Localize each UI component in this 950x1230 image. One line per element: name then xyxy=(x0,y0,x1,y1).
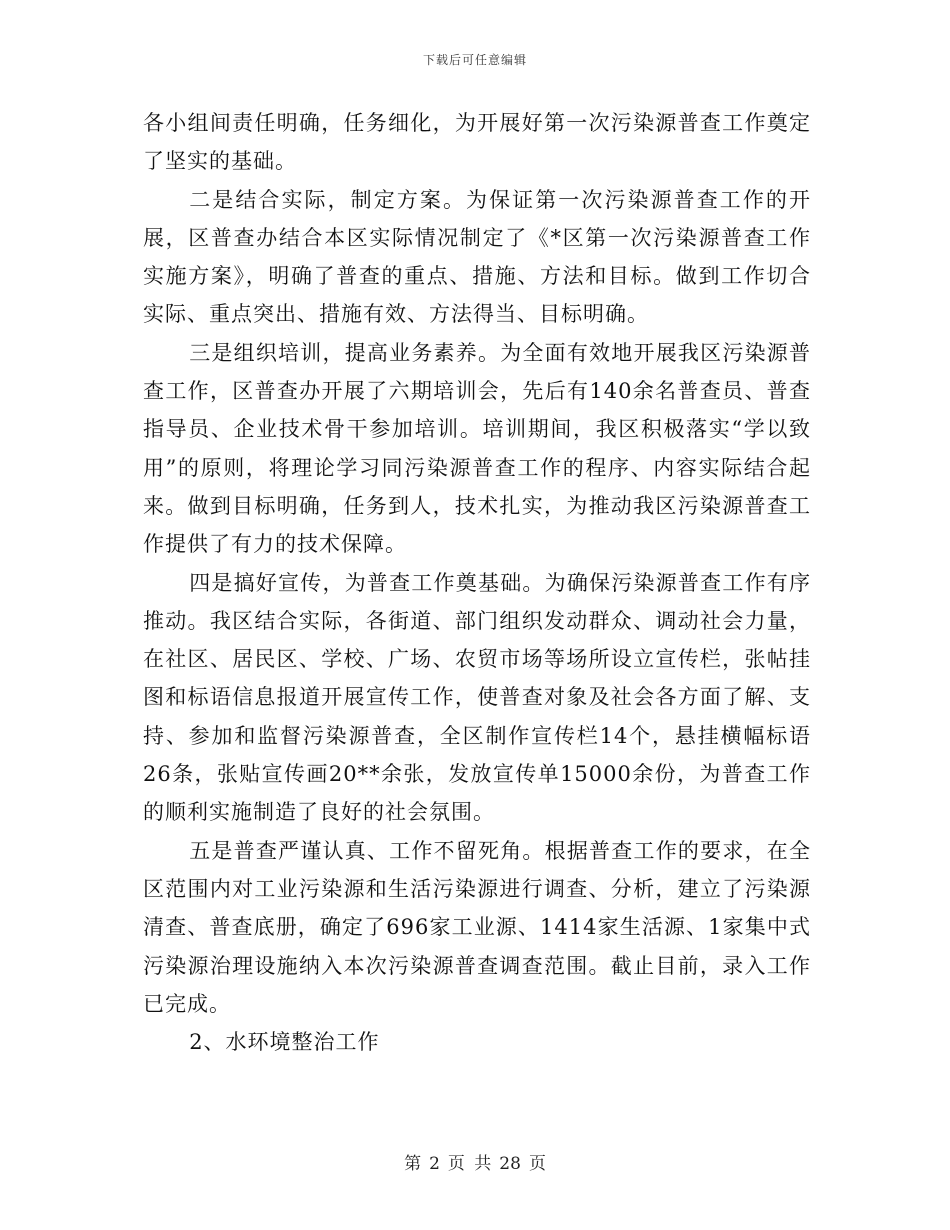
total-page-count: 28 xyxy=(499,1154,521,1174)
paragraph-plan: 二是结合实际，制定方案。为保证第一次污染源普查工作的开展，区普查办结合本区实际情况制定了《*区第一次污染源普查工作实施方案》，明确了普查的重点、措施、方法和目标。做到工作切合实际、重点突出、措施有效、方法得当、目标明确。 xyxy=(143,187,811,327)
footer-suffix: 页 xyxy=(528,1154,546,1174)
footer-prefix: 第 xyxy=(404,1154,422,1174)
current-page-number: 2 xyxy=(429,1154,440,1174)
body-text xyxy=(143,104,811,1061)
section-heading-water: 2、水环境整治工作 xyxy=(189,1030,380,1055)
paragraph-publicity: 四是搞好宣传，为普查工作奠基础。为确保污染源普查工作有序推动。我区结合实际，各街道、部门组织发动群众、调动社会力量，在社区、居民区、学校、广场、农贸市场等场所设立宣传栏，张帖挂图和标语信息报道开展宣传工作，使普查对象及社会各方面了解、支持、参加和监督污染源普查，全区制作宣传栏14个，悬挂横幅标语26条，张贴宣传画20**余张，发放宣传单15000余份，为普查工作的顺利实施制造了良好的社会氛围。 xyxy=(143,570,811,825)
footer-middle: 页 共 xyxy=(447,1154,492,1174)
paragraph-continuation: 各小组间责任明确，任务细化，为开展好第一次污染源普查工作奠定了坚实的基础。 xyxy=(143,111,811,174)
page-footer xyxy=(0,1153,950,1175)
page-header: 下载后可任意编辑 xyxy=(422,53,527,67)
paragraph-census: 五是普查严谨认真、工作不留死角。根据普查工作的要求，在全区范围内对工业污染源和生活污染源进行调查、分析，建立了污染源清查、普查底册，确定了696家工业源、1414家生活源、1家集中式污染源治理设施纳入本次污染源普查调查范围。截止目前，录入工作已完成。 xyxy=(143,838,811,1016)
paragraph-training: 三是组织培训，提高业务素养。为全面有效地开展我区污染源普查工作，区普查办开展了六期培训会，先后有140余名普查员、普查指导员、企业技术骨干参加培训。培训期间，我区积极落实“学以致用”的原则，将理论学习同污染源普查工作的程序、内容实际结合起来。做到目标明确，任务到人，技术扎实，为推动我区污染源普查工作提供了有力的技术保障。 xyxy=(143,340,811,557)
